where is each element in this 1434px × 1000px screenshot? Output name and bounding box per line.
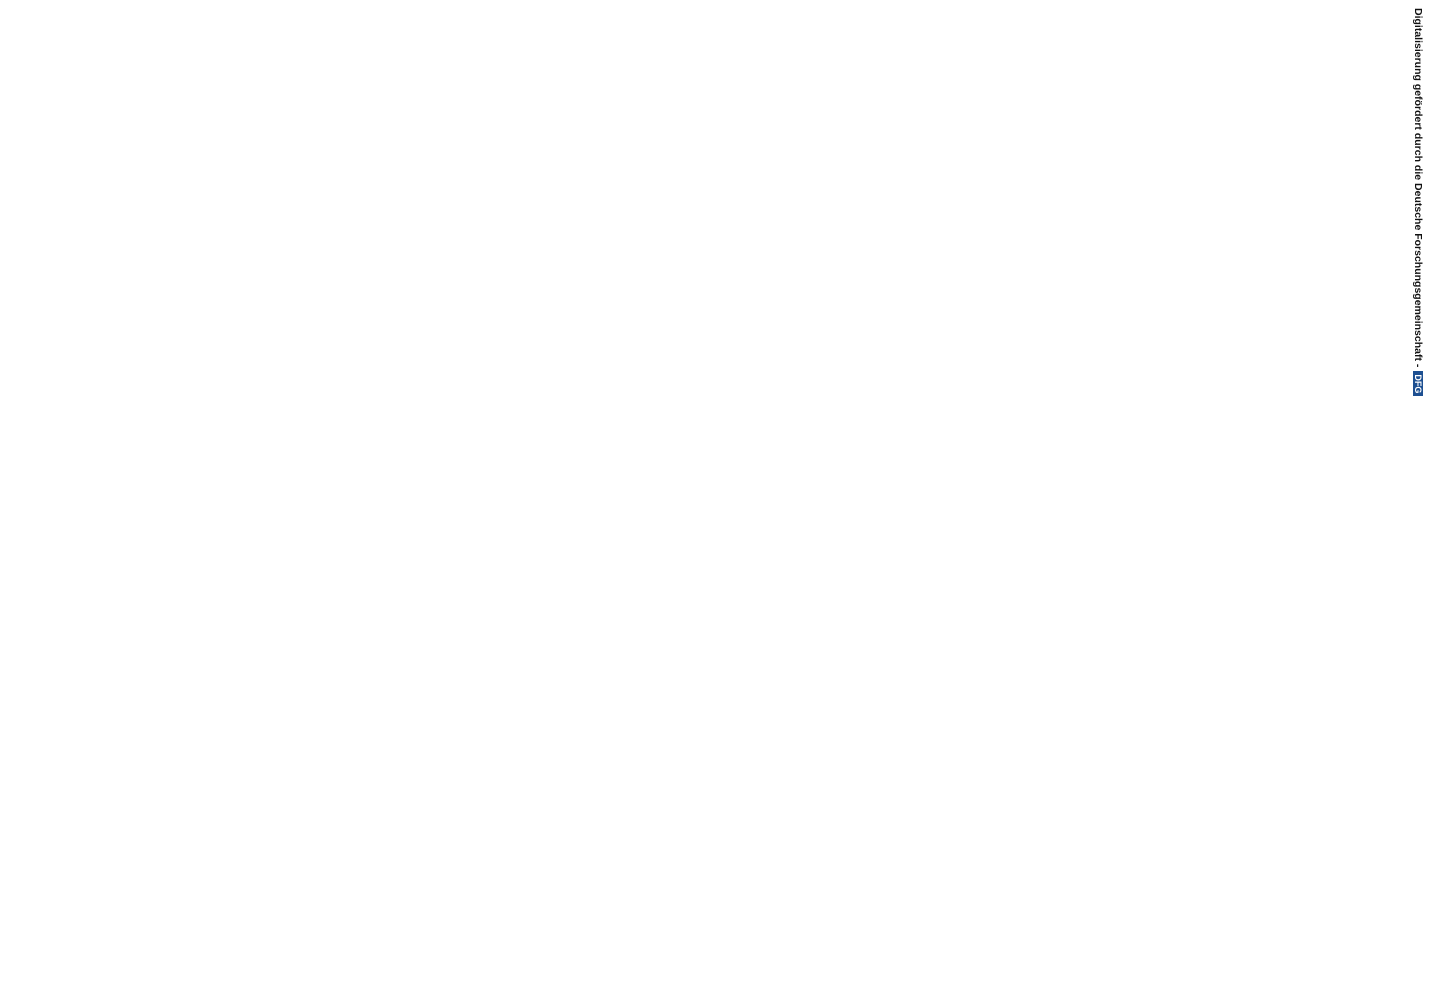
side-note bbox=[1412, 8, 1424, 396]
side-note-text: Digitalisierung gefördert durch die Deutsche Forschungsgemeinschaft - bbox=[1412, 8, 1424, 368]
dfg-logo: DFG bbox=[1413, 371, 1423, 396]
